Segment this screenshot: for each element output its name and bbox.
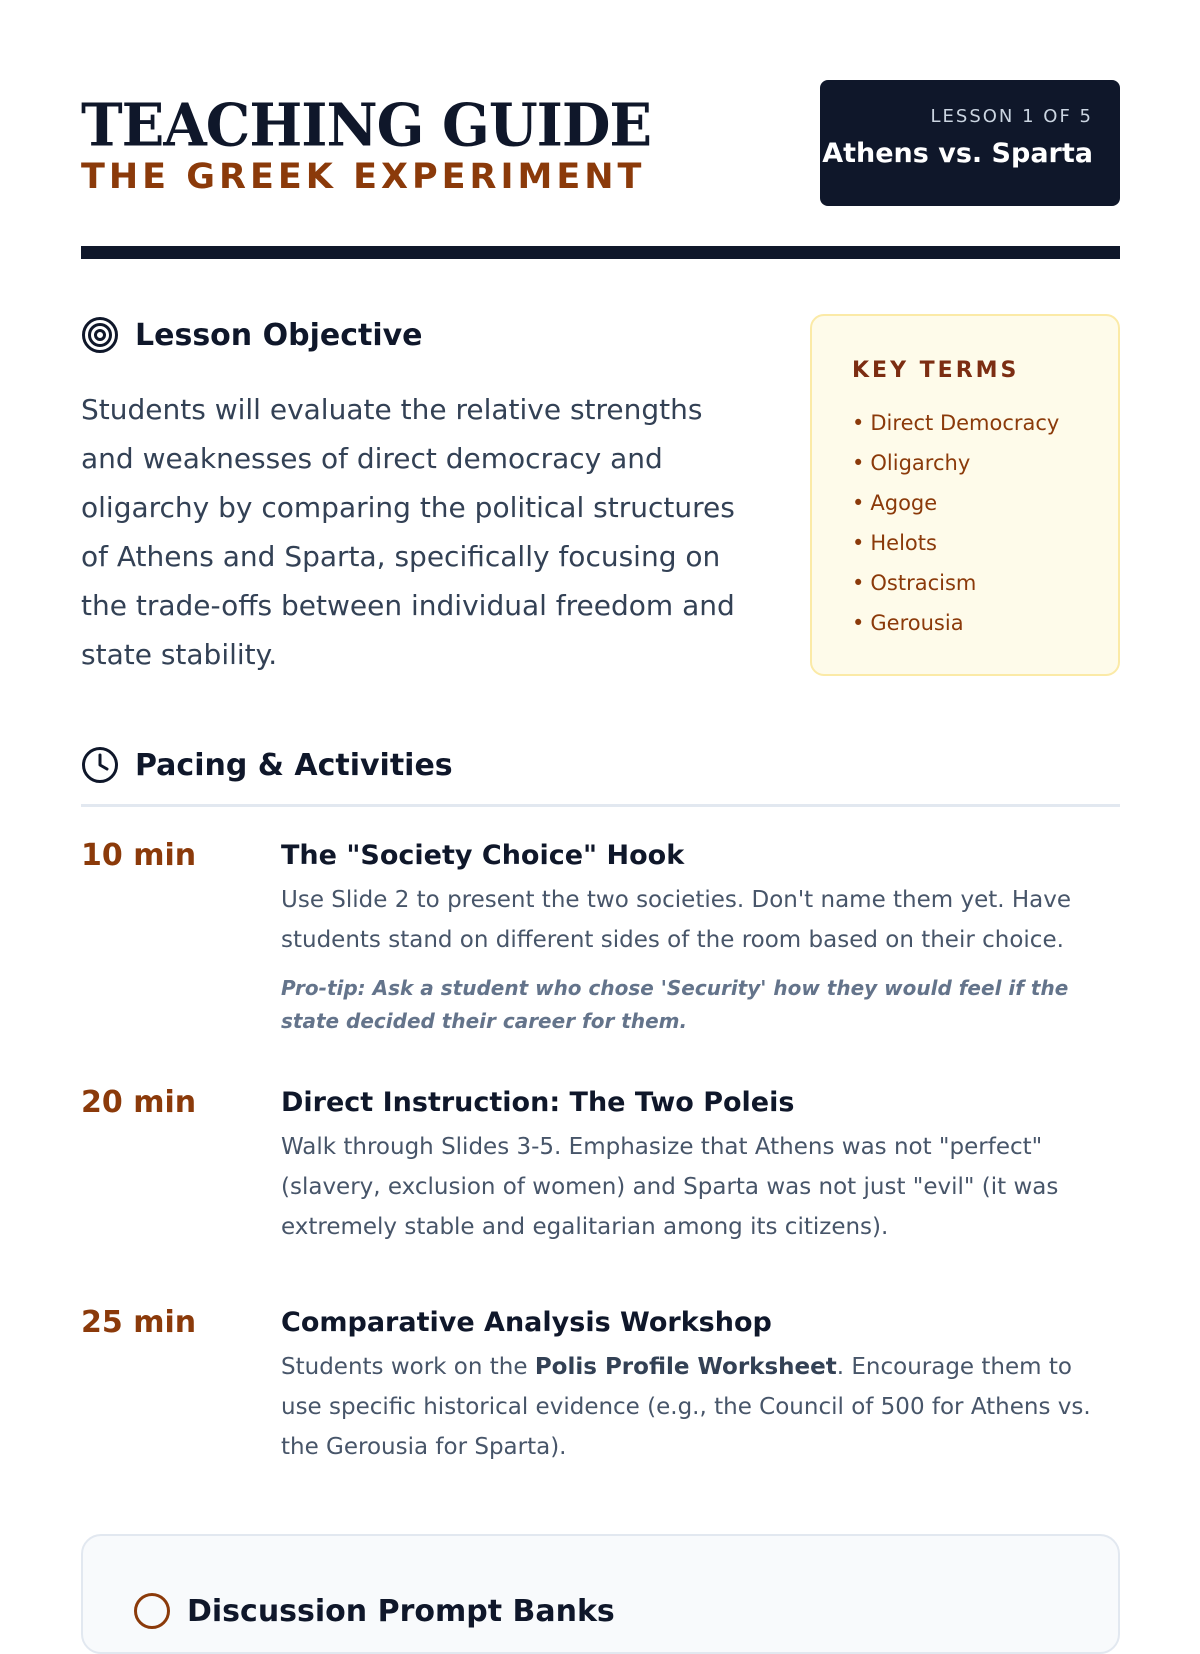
- lesson-title: Athens vs. Sparta: [822, 138, 1093, 169]
- activity-time: 10 min: [81, 838, 197, 873]
- activity-time: 25 min: [81, 1305, 197, 1340]
- activity-body: [281, 1085, 1116, 1247]
- activity-title: Direct Instruction: The Two Poleis: [281, 1087, 795, 1118]
- key-term-label: Helots: [870, 531, 937, 555]
- worksheet-name: Polis Profile Worksheet: [534, 1354, 837, 1380]
- activity-description: [281, 1347, 1116, 1467]
- key-term-item: • Helots: [852, 531, 937, 555]
- key-term-label: Ostracism: [870, 571, 977, 595]
- key-term-label: Direct Democracy: [870, 411, 1060, 435]
- activity-title: The "Society Choice" Hook: [281, 840, 685, 871]
- activity-title: Comparative Analysis Workshop: [281, 1307, 772, 1338]
- key-terms-title: KEY TERMS: [852, 358, 1020, 383]
- key-term-label: Gerousia: [870, 611, 964, 635]
- lesson-badge: [820, 80, 1120, 206]
- pacing-divider: [81, 804, 1120, 807]
- pacing-heading-label: Pacing & Activities: [135, 747, 453, 783]
- activity-body: [281, 1305, 1116, 1467]
- header-divider: [81, 246, 1120, 259]
- key-term-item: • Gerousia: [852, 611, 964, 635]
- objective-heading: [81, 316, 423, 354]
- header: [81, 80, 1120, 206]
- teaching-guide-page: [81, 0, 1120, 1629]
- activity-description-text: . Encourage them to use specific historical evidence (e.g., the Council of 500 for Athens vs. the Gerousia for Sparta).: [281, 1354, 1091, 1460]
- activity-time: 20 min: [81, 1085, 197, 1120]
- pacing-heading: [81, 746, 453, 784]
- key-term-item: • Direct Democracy: [852, 411, 1060, 435]
- objective-text: Students will evaluate the relative strengths and weaknesses of direct democracy and oligarchy by comparing the political structures of Athens and Sparta, specifically focusing on the trade-offs between individual freedom and state stability.: [81, 393, 735, 671]
- key-terms-box: [810, 314, 1120, 676]
- key-term-label: Agoge: [870, 491, 938, 515]
- discussion-card: [81, 1534, 1120, 1654]
- activity-pro-tip: Pro-tip: Ask a student who chose 'Security' how they would feel if the state decided their career for them.: [281, 976, 1069, 1033]
- clock-icon: [81, 746, 119, 784]
- circle-icon: [133, 1592, 171, 1630]
- key-term-item: • Ostracism: [852, 571, 977, 595]
- lesson-number: LESSON 1 OF 5: [930, 106, 1093, 127]
- target-icon: [81, 316, 119, 354]
- key-terms-list: [852, 403, 1118, 643]
- key-term-label: Oligarchy: [870, 451, 971, 475]
- discussion-heading-label: Discussion Prompt Banks: [187, 1593, 615, 1629]
- key-term-item: • Agoge: [852, 491, 938, 515]
- discussion-heading: [133, 1592, 615, 1630]
- activity-description: Use Slide 2 to present the two societies. Don't name them yet. Have students stand on different sides of the room based on their choice.: [281, 887, 1072, 953]
- key-term-item: • Oligarchy: [852, 451, 971, 475]
- page-subtitle: THE GREEK EXPERIMENT: [81, 157, 646, 197]
- activity-description: Walk through Slides 3-5. Emphasize that Athens was not "perfect" (slavery, exclusion of women) and Sparta was not just "evil" (it was extremely stable and egalitarian among its citizens).: [281, 1134, 1059, 1240]
- activity-description-text: Students work on the: [281, 1354, 535, 1380]
- objective-heading-label: Lesson Objective: [135, 317, 423, 353]
- activity-body: [281, 838, 1116, 1038]
- page-title: TEACHING GUIDE: [81, 90, 652, 161]
